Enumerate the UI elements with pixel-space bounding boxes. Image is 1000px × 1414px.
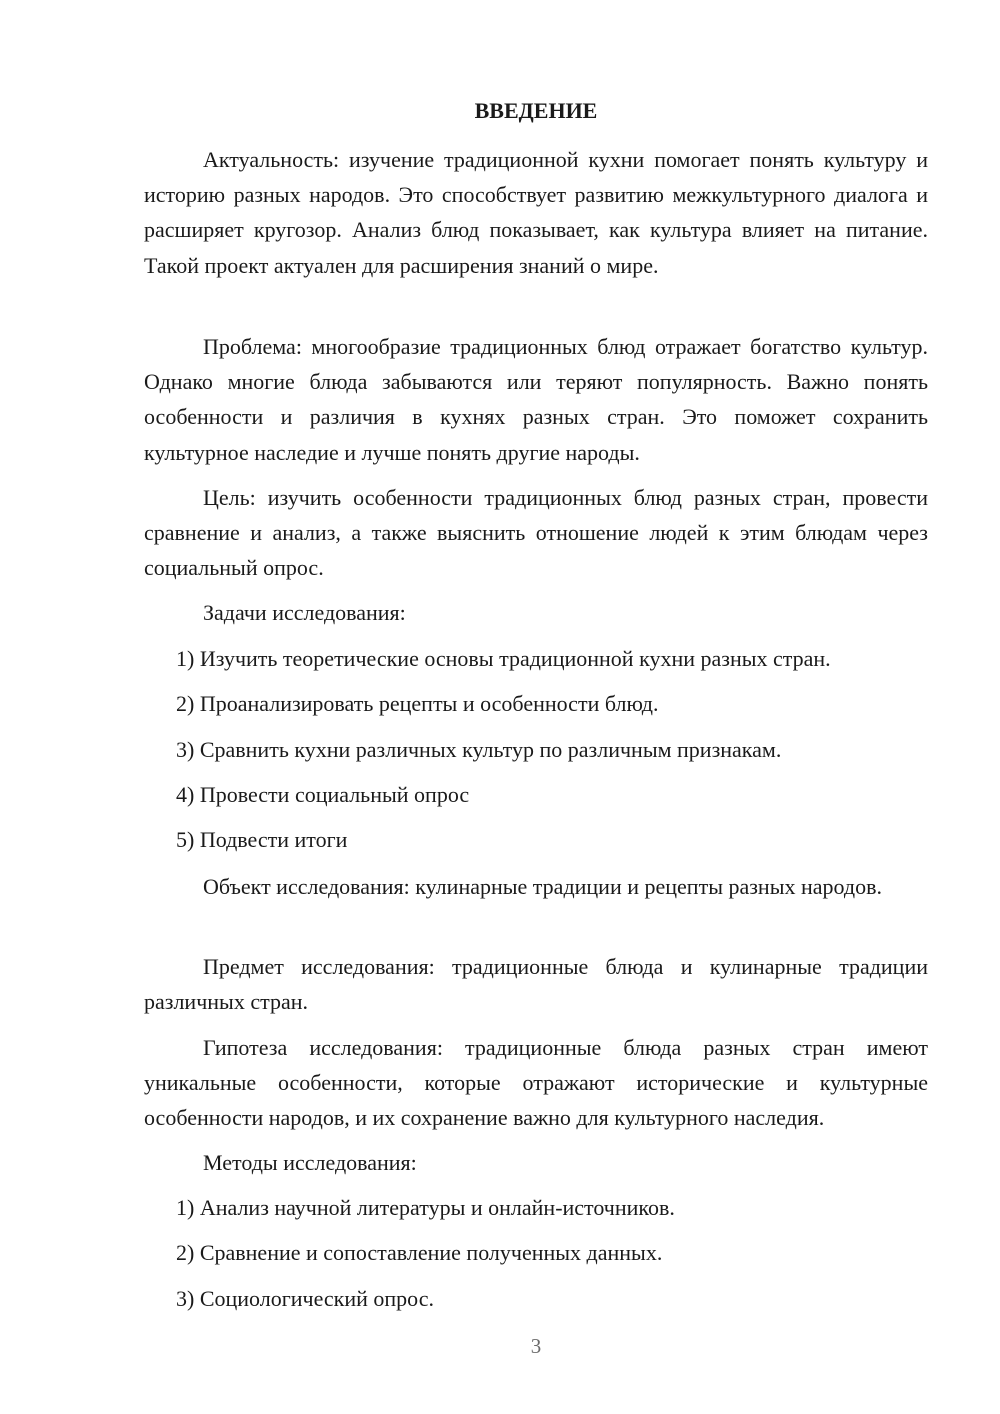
task-item: 4) Провести социальный опрос bbox=[176, 782, 470, 807]
methods-heading: Методы исследования: bbox=[203, 1150, 417, 1175]
paragraph-relevance: Актуальность: изучение традиционной кухни помогает понять культуру и историю разных народов. Это способствует развитию межкультурного диалога и расширяет кругозор. Анализ блюд показывает, как культура влияет на питание. Такой проект актуален для расширения знаний о мире. bbox=[144, 147, 928, 278]
paragraph-subject: Предмет исследования: традиционные блюда и кулинарные традиции различных стран. bbox=[144, 954, 928, 1015]
method-item: 2) Сравнение и сопоставление полученных данных. bbox=[176, 1240, 663, 1265]
tasks-heading: Задачи исследования: bbox=[203, 600, 406, 625]
paragraph-goal: Цель: изучить особенности традиционных блюд разных стран, провести сравнение и анализ, а также выяснить отношение людей к этим блюдам через социальный опрос. bbox=[144, 485, 928, 581]
method-item: 3) Социологический опрос. bbox=[176, 1286, 434, 1311]
paragraph-object: Объект исследования: кулинарные традиции и рецепты разных народов. bbox=[203, 874, 882, 899]
task-item: 1) Изучить теоретические основы традиционной кухни разных стран. bbox=[176, 646, 831, 671]
page-number: 3 bbox=[530, 1334, 542, 1358]
task-item: 3) Сравнить кухни различных культур по различным признакам. bbox=[176, 737, 782, 762]
method-item: 1) Анализ научной литературы и онлайн-источников. bbox=[176, 1195, 675, 1220]
task-item: 2) Проанализировать рецепты и особенности блюд. bbox=[176, 691, 659, 716]
section-title: ВВЕДЕНИЕ bbox=[474, 98, 598, 123]
task-item: 5) Подвести итоги bbox=[176, 827, 348, 852]
paragraph-problem: Проблема: многообразие традиционных блюд отражает богатство культур. Однако многие блюда забываются или теряют популярность. Важно понять особенности и различия в кухнях разных стран. Это поможет сохранить культурное наследие и лучше понять другие народы. bbox=[144, 334, 928, 465]
paragraph-hypothesis: Гипотеза исследования: традиционные блюда разных стран имеют уникальные особенности, которые отражают исторические и культурные особенности народов, и их сохранение важно для культурного наследия. bbox=[144, 1035, 928, 1131]
